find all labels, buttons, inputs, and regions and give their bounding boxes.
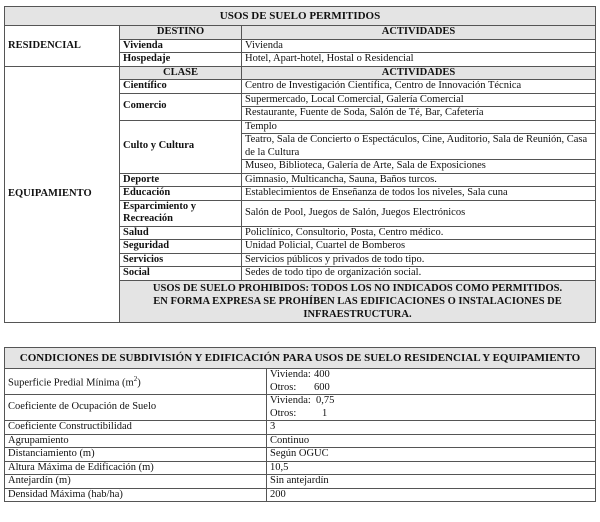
table-row	[5, 26, 596, 40]
actividades-header: ACTIVIDADES	[242, 26, 596, 40]
value: 400	[314, 369, 330, 380]
actividad-cell: Vivienda	[242, 39, 596, 53]
table-title-row	[5, 348, 596, 369]
condicion-label: Altura Máxima de Edificación (m)	[5, 461, 267, 475]
table-title: USOS DE SUELO PERMITIDOS	[5, 7, 596, 26]
superficie-sup: 2	[133, 375, 138, 383]
table-row	[5, 475, 596, 489]
value-label: Otros:	[270, 381, 297, 393]
condicion-label: Coeficiente Constructibilidad	[5, 421, 267, 435]
table-title: CONDICIONES DE SUBDIVISIÓN Y EDIFICACIÓN PARA USOS DE SUELO RESIDENCIAL Y EQUIPAMIENTO	[5, 348, 596, 369]
prohibidos-footer	[120, 280, 596, 322]
clase-cell: Educación	[120, 187, 242, 201]
residencial-label: RESIDENCIAL	[5, 26, 120, 67]
table-row	[5, 461, 596, 475]
clase-header: CLASE	[120, 66, 242, 80]
clase-cell: Comercio	[120, 93, 242, 120]
table-row	[5, 448, 596, 462]
clase-cell: Culto y Cultura	[120, 120, 242, 173]
clase-cell: Servicios	[120, 253, 242, 267]
actividades-header: ACTIVIDADES	[242, 66, 596, 80]
destino-cell: Hospedaje	[120, 53, 242, 67]
clase-cell: Salud	[120, 226, 242, 240]
equipamiento-label: EQUIPAMIENTO	[5, 66, 120, 322]
actividad-cell: Supermercado, Local Comercial, Galería Comercial	[242, 93, 596, 107]
condicion-value: 3	[267, 421, 596, 435]
condicion-label: Distanciamiento (m)	[5, 448, 267, 462]
actividad-cell: Establecimientos de Enseñanza de todos los niveles, Sala cuna	[242, 187, 596, 201]
actividad-cell: Unidad Policial, Cuartel de Bomberos	[242, 240, 596, 254]
actividad-cell: Servicios públicos y privados de todo tipo.	[242, 253, 596, 267]
condicion-value: 200	[267, 488, 596, 502]
actividad-cell: Salón de Pool, Juegos de Salón, Juegos Electrónicos	[242, 200, 596, 226]
actividad-cell: Hotel, Apart-hotel, Hostal o Residencial	[242, 53, 596, 67]
usos-permitidos-table	[4, 6, 596, 323]
condicion-value: Continuo	[267, 434, 596, 448]
table-row	[5, 434, 596, 448]
clase-cell: Deporte	[120, 173, 242, 187]
clase-cell: Científico	[120, 80, 242, 94]
table-row	[5, 488, 596, 502]
superficie-close: )	[137, 377, 141, 389]
destino-cell: Vivienda	[120, 39, 242, 53]
table-row	[5, 421, 596, 435]
clase-cell: Esparcimiento y Recreación	[120, 200, 242, 226]
condicion-value	[267, 369, 596, 395]
table-row	[5, 66, 596, 80]
destino-header: DESTINO	[120, 26, 242, 40]
footer-line-2: EN FORMA EXPRESA SE PROHÍBEN LAS EDIFICACIONES O INSTALACIONES DE INFRAESTRUCTURA.	[153, 295, 562, 320]
value: 0,75	[316, 395, 335, 406]
actividad-cell: Gimnasio, Multicancha, Sauna, Baños turcos.	[242, 173, 596, 187]
value-label: Otros:	[270, 407, 297, 419]
clase-cell: Seguridad	[120, 240, 242, 254]
condicion-label: Agrupamiento	[5, 434, 267, 448]
actividad-cell: Sedes de todo tipo de organización social.	[242, 267, 596, 281]
footer-line-1: USOS DE SUELO PROHIBIDOS: TODOS LOS NO INDICADOS COMO PERMITIDOS.	[152, 282, 563, 294]
condicion-label: Densidad Máxima (hab/ha)	[5, 488, 267, 502]
condicion-label	[5, 369, 267, 395]
condicion-value	[267, 395, 596, 421]
table-row	[5, 395, 596, 421]
superficie-label: Superficie Predial Mínima (m	[8, 377, 134, 389]
table-title-row	[5, 7, 596, 26]
actividad-cell: Teatro, Sala de Concierto o Espectáculos, Cine, Auditorio, Sala de Reunión, Casa de la Cultura	[242, 134, 596, 160]
value-label: Vivienda:	[270, 369, 311, 380]
condicion-value: 10,5	[267, 461, 596, 475]
actividad-cell: Templo	[242, 120, 596, 134]
condicion-label: Antejardín (m)	[5, 475, 267, 489]
actividad-cell: Museo, Biblioteca, Galería de Arte, Sala de Exposiciones	[242, 160, 596, 174]
table-row	[5, 369, 596, 395]
condiciones-table	[4, 347, 596, 502]
actividad-cell: Centro de Investigación Científica, Centro de Innovación Técnica	[242, 80, 596, 94]
value: 600	[314, 381, 330, 393]
value: 1	[322, 407, 328, 419]
value-label: Vivienda:	[270, 395, 311, 406]
actividad-cell: Policlínico, Consultorio, Posta, Centro médico.	[242, 226, 596, 240]
actividad-cell: Restaurante, Fuente de Soda, Salón de Té, Bar, Cafetería	[242, 107, 596, 121]
clase-cell: Social	[120, 267, 242, 281]
condicion-value: Según OGUC	[267, 448, 596, 462]
condicion-value: Sin antejardín	[267, 475, 596, 489]
condicion-label: Coeficiente de Ocupación de Suelo	[5, 395, 267, 421]
